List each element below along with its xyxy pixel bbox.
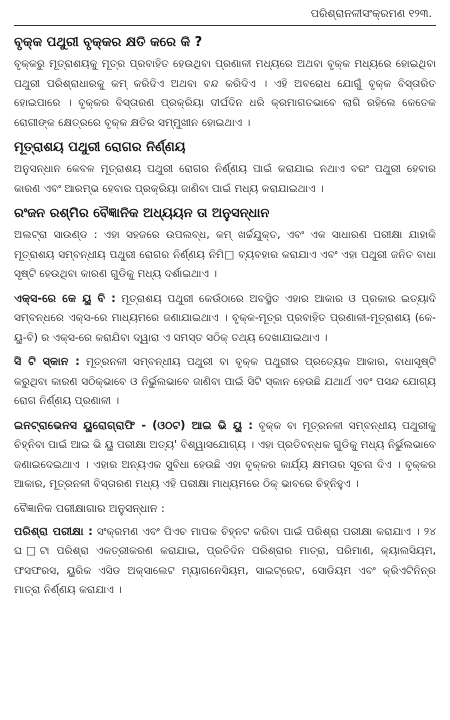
- paragraph-text: ବୃକ୍କରୁ ମୂତ୍ରାଶୟକୁ ମୂତ୍ର ପ୍ରବାହିତ ହେଉଥିବା ପ୍ରଣାଳୀ ମଧ୍ୟରେ ଅଥବା ବୃକ୍କ ମଧ୍ୟରେ ହୋଇଥିବା ପଥୁରୀ ପରିଶ୍ରାଧାରକୁ କମ୍ କରିଦିଏ ଅଥବା ବନ୍ଦ କରିଦିଏ । ଏହି ଅବରୋଧ ଯୋଗୁଁ ବୃକ୍କ ବିସ୍ତାରିତ ହୋଇପାରେ । ବୃକ୍କର ବିସ୍ତାରଣ ପ୍ରକ୍ରିୟା ଦୀର୍ଘଦିନ ଧରି କ୍ରମାଗତଭାବେ ଲାଗି ରହିଲେ କେତେକ ରୋଗୀଙ୍କ କ୍ଷେତ୍ରରେ ବୃକ୍କ କ୍ଷତିର ସମ୍ମୁଖୀନ ହୋଇଥାଏ ।: [14, 58, 436, 129]
- section-heading-diagnosis: ମୂତ୍ରାଶୟ ପଥୁରୀ ରୋଗର ନିର୍ଣ୍ଣୟ: [14, 140, 186, 155]
- paragraph-ivu: [14, 416, 436, 495]
- paragraph-lead: ଏକ୍ସ-ରେ କେ ୟୁ ବି :: [14, 291, 116, 305]
- paragraph-text: ମୂତ୍ରନଳୀ ସମ୍ବନ୍ଧୀୟ ପଥୁରୀ ବା ବୃକ୍କ ପଥୁରୀର ପ୍ରତ୍ୟେକ ଆକାର, ବାଧାସୃଷ୍ଟି କରୁଥିବା କାରଣ ସଠିକ୍ଭାବେ ଓ ନିର୍ଭୁଲଭାବେ ଜାଣିବା ପାଇଁ ସିଟି ସ୍କାନ ହେଉଛି ଯଥାର୍ଥ ଏବଂ ପସନ୍ଦ ଯୋଗ୍ୟ ରୋଗ ନିର୍ଣ୍ଣୟ ପ୍ରଣାଳୀ ।: [14, 356, 436, 407]
- paragraph-lead: ପରିଶ୍ରା ପରୀକ୍ଷା :: [14, 524, 93, 538]
- paragraph-ct-scan: [14, 352, 436, 412]
- lab-tests-subheading: ବୈଜ୍ଞାନିକ ପରୀକ୍ଷାଗାର ଅନୁସନ୍ଧାନ :: [14, 501, 165, 515]
- paragraph-text: ମୂତ୍ରାଶୟ ପଥୁରୀ କେଉଁଠାରେ ଅବସ୍ଥିତ ଏହାର ଆକାର ଓ ପ୍ରକାର ଇତ୍ୟାଦି ସମ୍ବନ୍ଧରେ ଏକ୍ସ-ରେ ମାଧ୍ୟମରେ ଜଣାଯାଇଥାଏ । ବୃକ୍କ-ମୂତ୍ର ପ୍ରବାହିତ ପ୍ରଣାଳୀ-ମୂତ୍ରାଶୟ (କେ-ୟୁ-ବି) ର ଏକ୍ସ-ରେ କରାଯିବା ଦ୍ୱାରା ଏ ସମସ୍ତ ସଠିକ୍ ତଥ୍ୟ ଦେଖାଯାଇଥାଏ ।: [14, 292, 436, 344]
- paragraph-urine-test: [14, 522, 436, 601]
- paragraph-text: ଅଲଟ୍ରା ସାଉଣ୍ଡ : ଏହା ସହଜରେ ଉପଲବ୍ଧ, କମ୍ ଖର୍ଚ୍ଚଯୁକ୍ତ, ଏବଂ ଏକ ସାଧାରଣ ପରୀକ୍ଷା ଯାହାକି ମୂତ୍ରାଶୟ ସମ୍ବନ୍ଧୀୟ ପଥୁରୀ ରୋଗର ନିର୍ଣ୍ଣୟ ନିମି□ ବ୍ୟବହାର କରାଯାଏ ଏବଂ ଏହା ପଥୁରୀ ଜନିତ ବାଧା ସୃଷ୍ଟି ହେଉଥିବା କାରଣ ଗୁଡିକୁ ମଧ୍ୟ ଦର୍ଶାଇଥାଏ ।: [14, 229, 436, 280]
- section-heading-kidney-damage: ବୃକ୍କ ପଥୁରୀ ବୃକ୍କର କ୍ଷତି କରେ କି ?: [14, 35, 203, 50]
- paragraph-text: ସଂକ୍ରମଣ ଏବଂ ପିଏଚ ମାପକ ଚିହ୍ନଟ କରିବା ପାଇଁ ପରିଶ୍ରା ପରୀକ୍ଷା କରାଯାଏ । ୨୪ ଘ□ଟା ପରିଶ୍ରା ଏକତ୍ରୀକରଣ କରାଯାଇ, ପ୍ରତିଦିନ ପରିଶ୍ରାର ମାତ୍ରା, ପରିମାଣ, କ୍ୟାଲସିୟମ, ଫସଫରସ, ୟୁରିକ ଏସିଡ ଅକ୍ସାଲେଟ ମ୍ୟାଗନେସିୟମ, ସାଇଟ୍ରେଟ, ସୋଡିୟମ ଏବଂ କ୍ରିଏଟିନିନ୍ର ମାତ୍ରା ନିର୍ଣ୍ଣୟ କରାଯାଏ ।: [14, 525, 436, 596]
- paragraph-lead: ଇନଟ୍ରାଭେନସ ୟୁରୋଗ୍ରାଫି - (ଓଠଟ) ଆଇ ଭି ୟୁ :: [14, 418, 253, 432]
- paragraph-text: ବୃକ୍କ ବା ମୂତ୍ରନଳୀ ସମ୍ବନ୍ଧୀୟ ପଥୁରୀକୁ ଚିହ୍ନିବା ପାଇଁ ଆଇ ଭି ୟୁ ପରୀକ୍ଷା ଅତ୍ୟ' ବିଶ୍ୱାସଯୋଗ୍ୟ । ଏହା ପ୍ରତିବନ୍ଧକ ଗୁଡିକୁ ମଧ୍ୟ ନିର୍ଭୁଲଭାବେ ଜଣାଇଦେଇଥାଏ । ଏହାର ଅନ୍ୟଏକ ସୁବିଧା ହେଉଛି ଏହା ବୃକ୍କର କାର୍ଯ୍ୟ କ୍ଷମତାର ସୂଚନା ଦିଏ । ବୃକ୍କର ଆକାର, ମୂତ୍ରନଳୀ ବିସ୍ତାରଣ ମଧ୍ୟ ଏହି ପରୀକ୍ଷା ମାଧ୍ୟମରେ ଠିକ୍ ଭାବରେ ଚିହ୍ନିହୁଏ ।: [14, 419, 436, 490]
- paragraph-ultrasound: [14, 226, 436, 285]
- paragraph-xray-kub: [14, 289, 436, 349]
- paragraph-lead: ସି ଟି ସ୍କାନ :: [14, 355, 80, 368]
- paragraph-text: ଅନୁସନ୍ଧାନ କେବଳ ମୂତ୍ରାଶୟ ପଥୁରୀ ରୋଗର ନିର୍ଣ୍ଣୟ ପାଇଁ କରାଯାଇ ନଥାଏ ବରଂ ପଥୁରୀ ହେବାର କାରଣ ଏବଂ ଆରମ୍ଭ ହେବାର ପ୍ରକ୍ରିୟା ଜାଣିବା ପାଇଁ ମଧ୍ୟ କରାଯାଇଥାଏ ।: [14, 163, 436, 195]
- paragraph-kidney-damage: [14, 55, 436, 133]
- header-divider: [14, 25, 436, 26]
- section-heading-radiology: ରଂଜନ ରଶ୍ମିର ବୈଜ୍ଞାନିକ ଅଧ୍ୟୟନ ତା ଅନୁସନ୍ଧାନ: [14, 206, 270, 221]
- running-header: ପରିଶ୍ରାନଳୀସଂକ୍ରମଣ ୧୨୩.: [310, 7, 432, 20]
- paragraph-diagnosis: [14, 160, 436, 199]
